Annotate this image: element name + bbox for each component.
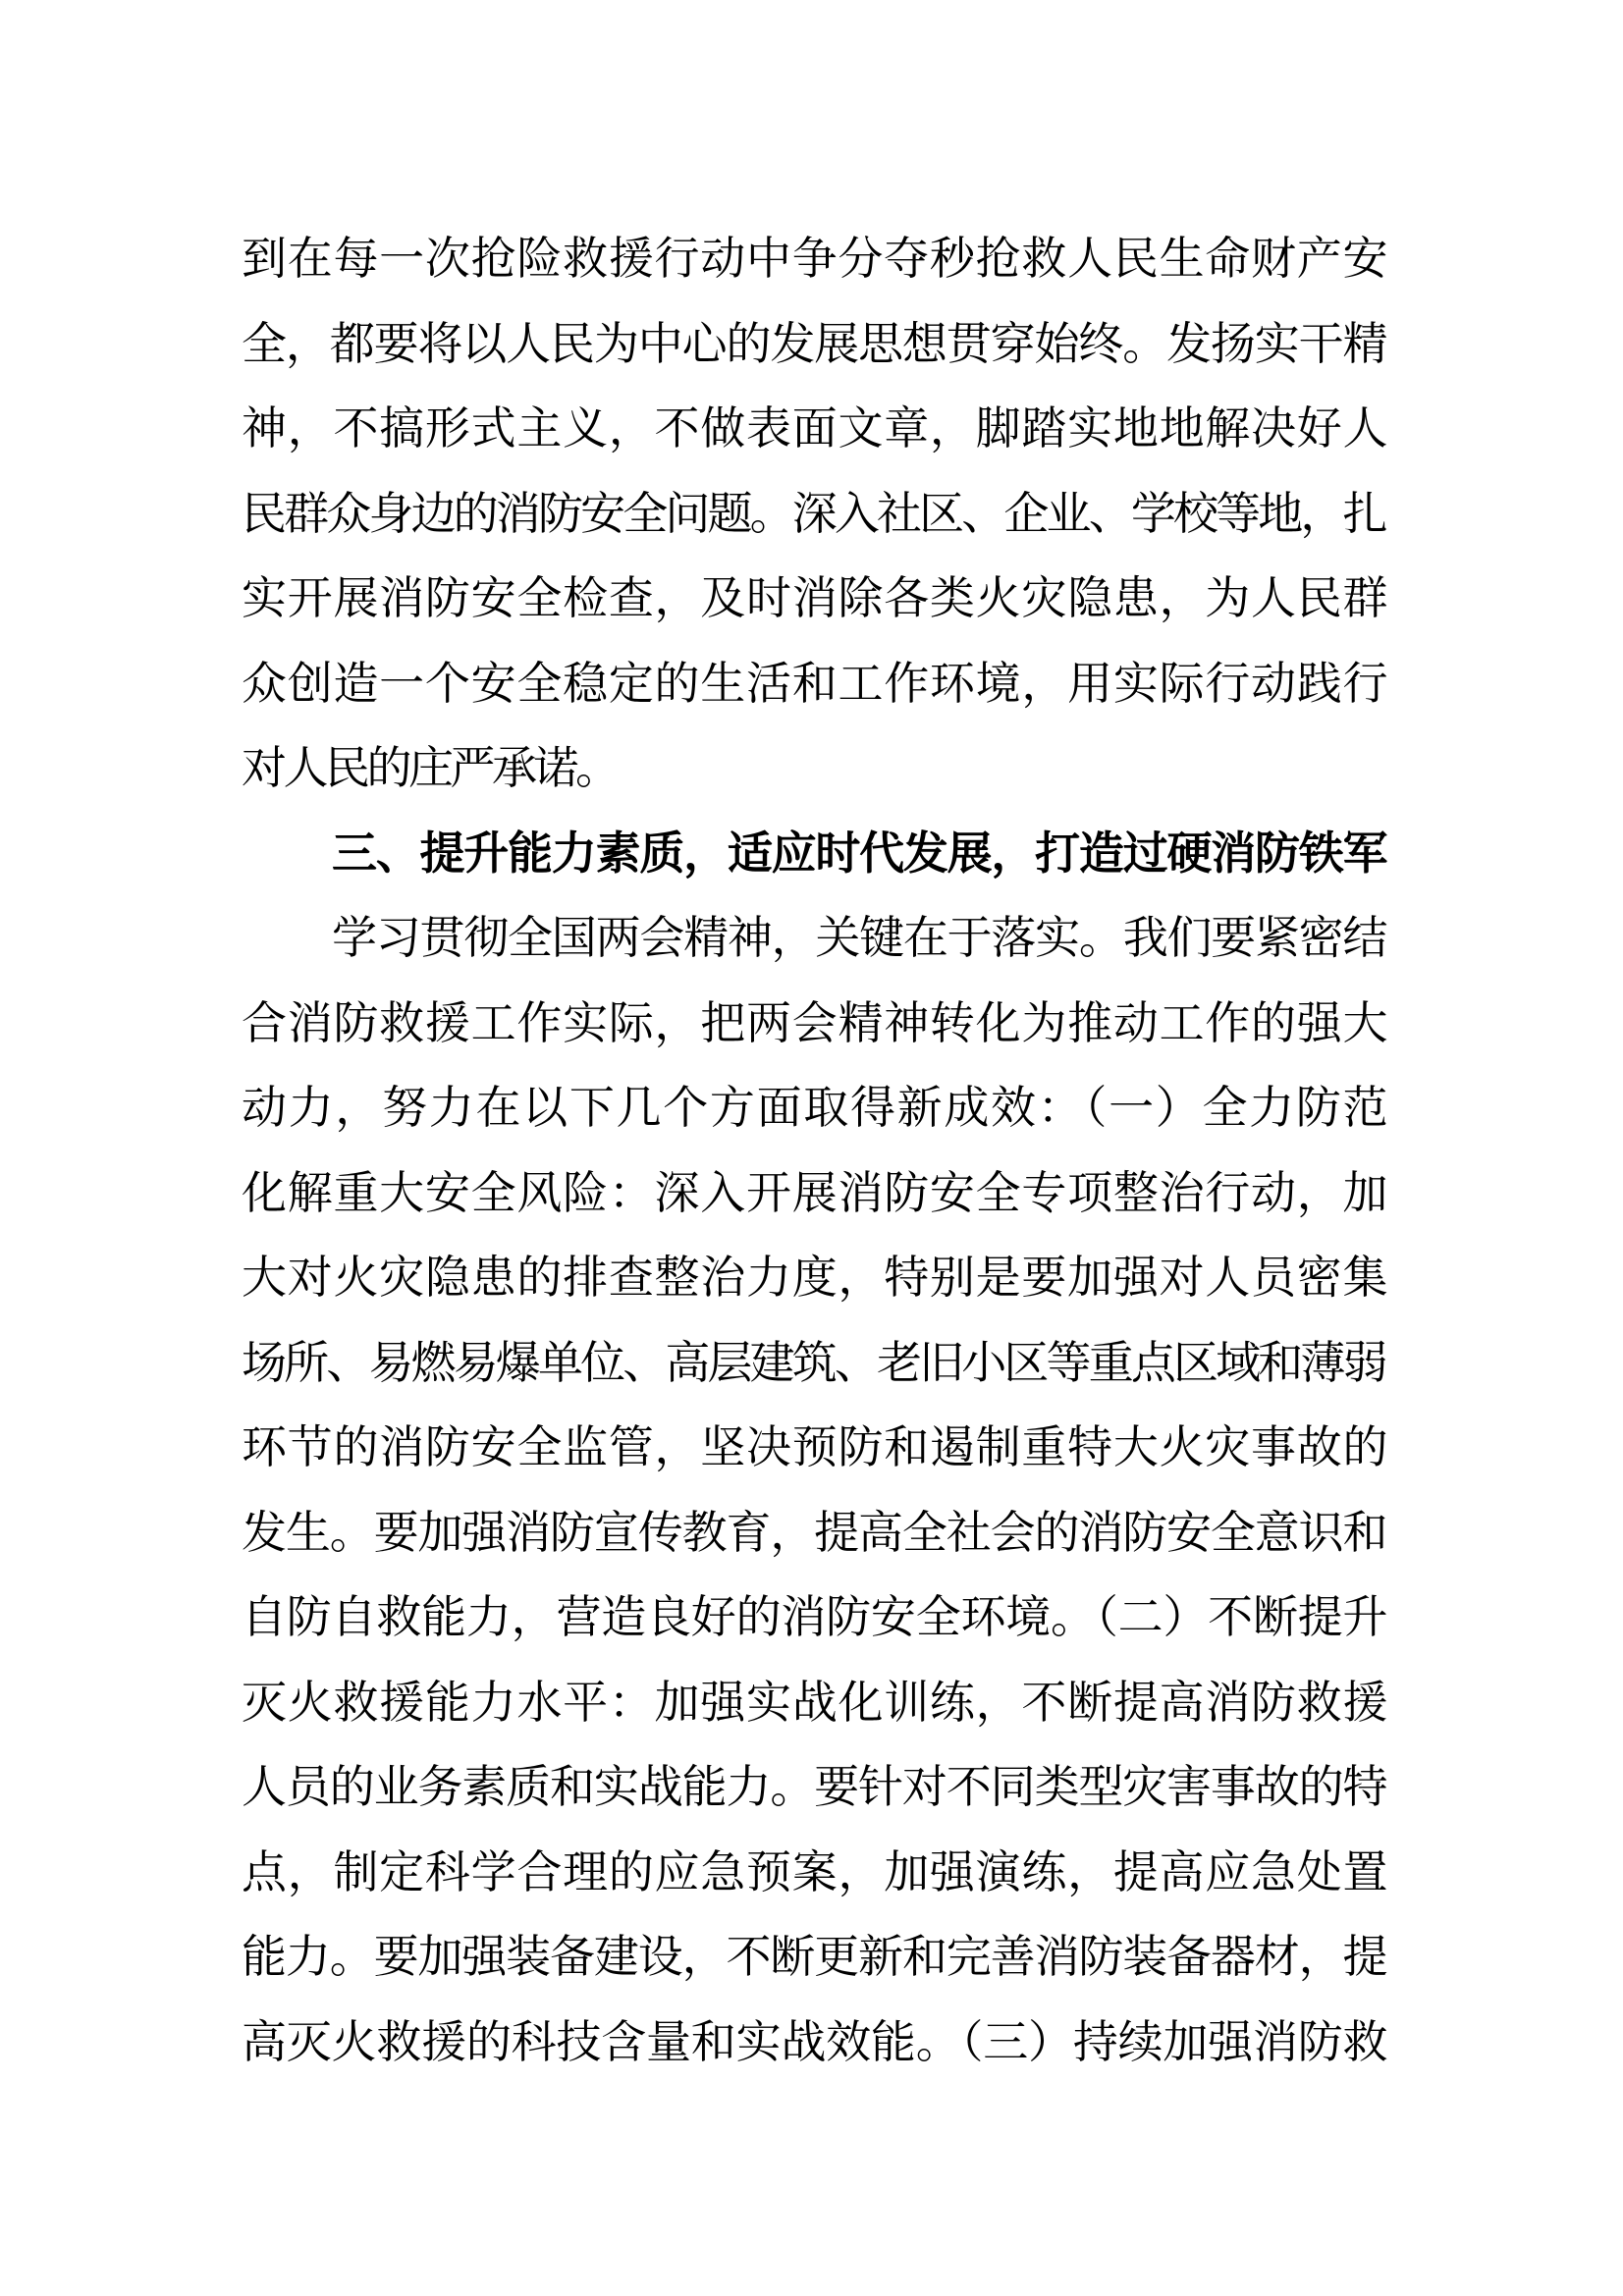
text-line: 到在每一次抢险救援行动中争分夺秒抢救人民生命财产安 xyxy=(242,233,1384,284)
text-line: 众创造一个安全稳定的生活和工作环境，用实际行动践行 xyxy=(242,657,1384,709)
text-line: 神，不搞形式主义，不做表面文章，脚踏实地地解决好人 xyxy=(242,402,1384,454)
text-line: 灭火救援能力水平：加强实战化训练，不断提高消防救援 xyxy=(242,1676,1384,1728)
text-line: 民群众身边的消防安全问题。深入社区、企业、学校等地，扎 xyxy=(242,487,1384,539)
text-line: 大对火灾隐患的排查整治力度，特别是要加强对人员密集 xyxy=(242,1252,1384,1303)
text-line: 对人民的庄严承诺。 xyxy=(242,742,618,793)
text-line: 学习贯彻全国两会精神，关键在于落实。我们要紧密结 xyxy=(332,912,1384,963)
text-line: 合消防救援工作实际，把两会精神转化为推动工作的强大 xyxy=(242,996,1384,1048)
text-line: 场所、易燃易爆单位、高层建筑、老旧小区等重点区域和薄弱 xyxy=(242,1336,1384,1388)
text-line: 实开展消防安全检查，及时消除各类火灾隐患，为人民群 xyxy=(242,572,1384,623)
text-line: 动力，努力在以下几个方面取得新成效：（一）全力防范 xyxy=(242,1082,1384,1133)
text-line: 环节的消防安全监管，坚决预防和遏制重特大火灾事故的 xyxy=(242,1421,1384,1472)
text-line: 能力。要加强装备建设，不断更新和完善消防装备器材，提 xyxy=(242,1931,1384,1982)
text-line: 自防自救能力，营造良好的消防安全环境。（二）不断提升 xyxy=(242,1591,1384,1642)
document-text-block xyxy=(242,216,1384,2084)
text-line: 化解重大安全风险：深入开展消防安全专项整治行动，加 xyxy=(242,1166,1384,1218)
text-line: 发生。要加强消防宣传教育，提高全社会的消防安全意识和 xyxy=(242,1506,1384,1558)
section-heading: 三、提升能力素质，适应时代发展，打造过硬消防铁军 xyxy=(332,827,1384,879)
text-line: 点，制定科学合理的应急预案，加强演练，提高应急处置 xyxy=(242,1845,1384,1897)
text-line: 高灭火救援的科技含量和实战效能。（三）持续加强消防救 xyxy=(242,2015,1384,2067)
text-line: 人员的业务素质和实战能力。要针对不同类型灾害事故的特 xyxy=(242,1761,1384,1812)
text-line: 全，都要将以人民为中心的发展思想贯穿始终。发扬实干精 xyxy=(242,317,1384,369)
